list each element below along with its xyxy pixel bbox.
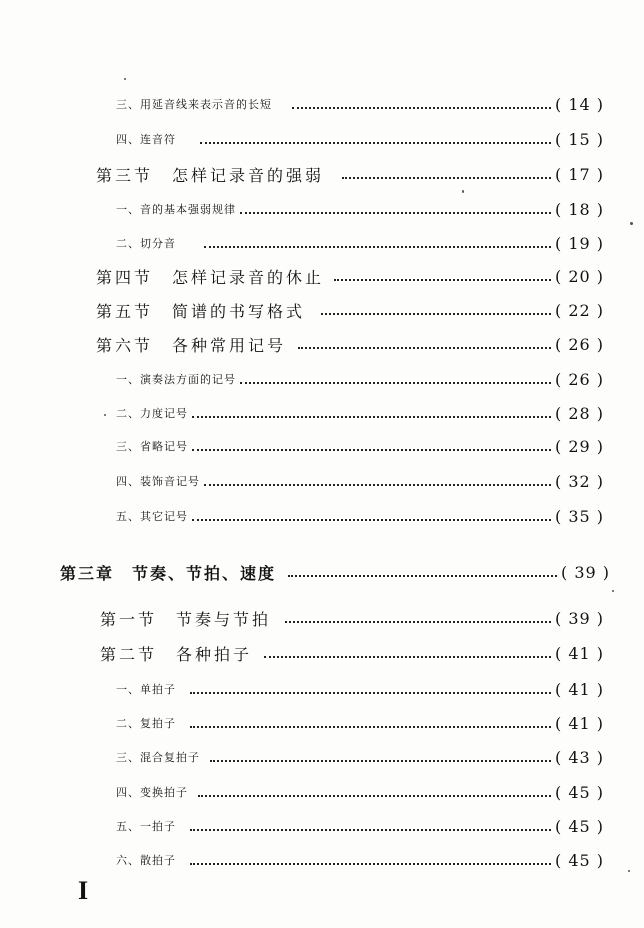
- toc-entry: [116, 469, 604, 493]
- toc-entry: [116, 197, 604, 221]
- toc-entry-title: 二、力度记号: [116, 407, 188, 420]
- toc-entry-page: ( 19 ): [554, 233, 604, 253]
- toc-entry: [116, 780, 604, 804]
- toc-entry-title: 一、音的基本强弱规律: [116, 203, 236, 216]
- toc-entry-page: ( 15 ): [554, 129, 604, 149]
- toc-entry-title: 三、用延音线来表示音的长短: [116, 98, 272, 111]
- scan-speck: [612, 590, 614, 592]
- dot-leader: [192, 416, 551, 418]
- toc-entry: [116, 745, 604, 769]
- toc-entry: [116, 401, 604, 425]
- toc-entry-page: ( 45 ): [554, 782, 604, 802]
- toc-entry-title: 四、连音符: [116, 133, 176, 146]
- toc-entry-page: ( 41 ): [554, 713, 604, 733]
- toc-entry-page: ( 29 ): [554, 436, 604, 456]
- scan-speck: [628, 870, 630, 872]
- dot-leader: [200, 142, 551, 144]
- toc-entry-page: ( 26 ): [554, 369, 604, 389]
- toc-entry: [116, 504, 604, 528]
- toc-entry-page: ( 45 ): [554, 850, 604, 870]
- toc-entry: [116, 711, 604, 735]
- toc-entry-page: ( 14 ): [554, 94, 604, 114]
- toc-entry: [116, 367, 604, 391]
- toc-entry-title: 第一节 节奏与节拍: [100, 609, 272, 629]
- dot-leader: [210, 760, 551, 762]
- dot-leader: [285, 621, 551, 623]
- toc-entry: [116, 434, 604, 458]
- chapter-entry: [60, 560, 610, 584]
- dot-leader: [190, 863, 551, 865]
- toc-entry: [100, 641, 604, 665]
- dot-leader: [240, 212, 551, 214]
- dot-leader: [190, 829, 551, 831]
- dot-leader: [334, 279, 551, 281]
- dot-leader: [292, 107, 551, 109]
- toc-entry: [116, 127, 604, 151]
- dot-leader: [204, 246, 551, 248]
- toc-entry-page: ( 28 ): [554, 403, 604, 423]
- chapter-page: ( 39 ): [560, 562, 610, 582]
- toc-entry-title: 一、演奏法方面的记号: [116, 373, 236, 386]
- toc-entry-title: 六、散拍子: [116, 854, 176, 867]
- toc-entry-title: 第三节 怎样记录音的强弱: [96, 165, 325, 185]
- toc-entry: [116, 848, 604, 872]
- toc-entry: [116, 677, 604, 701]
- toc-entry-title: 二、切分音: [116, 237, 176, 250]
- scan-speck: [104, 414, 106, 416]
- toc-entry-page: ( 20 ): [554, 266, 604, 286]
- toc-entry: [116, 814, 604, 838]
- dot-leader: [264, 656, 551, 658]
- toc-entry: [96, 264, 604, 288]
- toc-entry-title: 五、一拍子: [116, 820, 176, 833]
- toc-entry: [96, 298, 604, 322]
- toc-entry-page: ( 39 ): [554, 608, 604, 628]
- toc-entry-page: ( 43 ): [554, 747, 604, 767]
- dot-leader: [288, 575, 557, 577]
- dot-leader: [204, 484, 551, 486]
- toc-entry: [100, 606, 604, 630]
- toc-entry-title: 五、其它记号: [116, 510, 188, 523]
- toc-entry-title: 第四节 怎样记录音的休止: [96, 267, 325, 287]
- toc-entry-title: 四、装饰音记号: [116, 475, 200, 488]
- toc-entry-title: 第二节 各种拍子: [100, 644, 253, 664]
- toc-entry-title: 一、单拍子: [116, 683, 176, 696]
- toc-entry-page: ( 18 ): [554, 199, 604, 219]
- dot-leader: [190, 726, 551, 728]
- toc-entry-page: ( 32 ): [554, 471, 604, 491]
- scan-speck: [630, 222, 633, 225]
- dot-leader: [190, 692, 551, 694]
- toc-entry-title: 三、混合复拍子: [116, 751, 200, 764]
- toc-entry-page: ( 26 ): [554, 334, 604, 354]
- dot-leader: [298, 347, 551, 349]
- dot-leader: [321, 313, 551, 315]
- toc-entry-title: 四、变换拍子: [116, 786, 188, 799]
- toc-entry-title: 三、省略记号: [116, 440, 188, 453]
- toc-entry-page: ( 45 ): [554, 816, 604, 836]
- dot-leader: [192, 519, 551, 521]
- dot-leader: [192, 449, 551, 451]
- toc-entry-page: ( 41 ): [554, 679, 604, 699]
- chapter-title: 第三章 节奏、节拍、速度: [60, 563, 277, 583]
- toc-entry-title: 第六节 各种常用记号: [96, 335, 287, 355]
- scan-speck: [462, 190, 464, 193]
- toc-entry-page: ( 41 ): [554, 643, 604, 663]
- dot-leader: [198, 795, 551, 797]
- dot-leader: [342, 177, 551, 179]
- toc-entry: [96, 332, 604, 356]
- toc-entry-page: ( 22 ): [554, 300, 604, 320]
- toc-entry-title: 二、复拍子: [116, 717, 176, 730]
- page-folio: I: [78, 876, 89, 905]
- toc-entry-page: ( 35 ): [554, 506, 604, 526]
- toc-entry-page: ( 17 ): [554, 164, 604, 184]
- toc-entry: [96, 162, 604, 186]
- toc-entry: [116, 231, 604, 255]
- toc-entry: [116, 92, 604, 116]
- scan-speck: [124, 78, 126, 80]
- toc-entry-title: 第五节 简谱的书写格式: [96, 301, 306, 321]
- dot-leader: [240, 382, 551, 384]
